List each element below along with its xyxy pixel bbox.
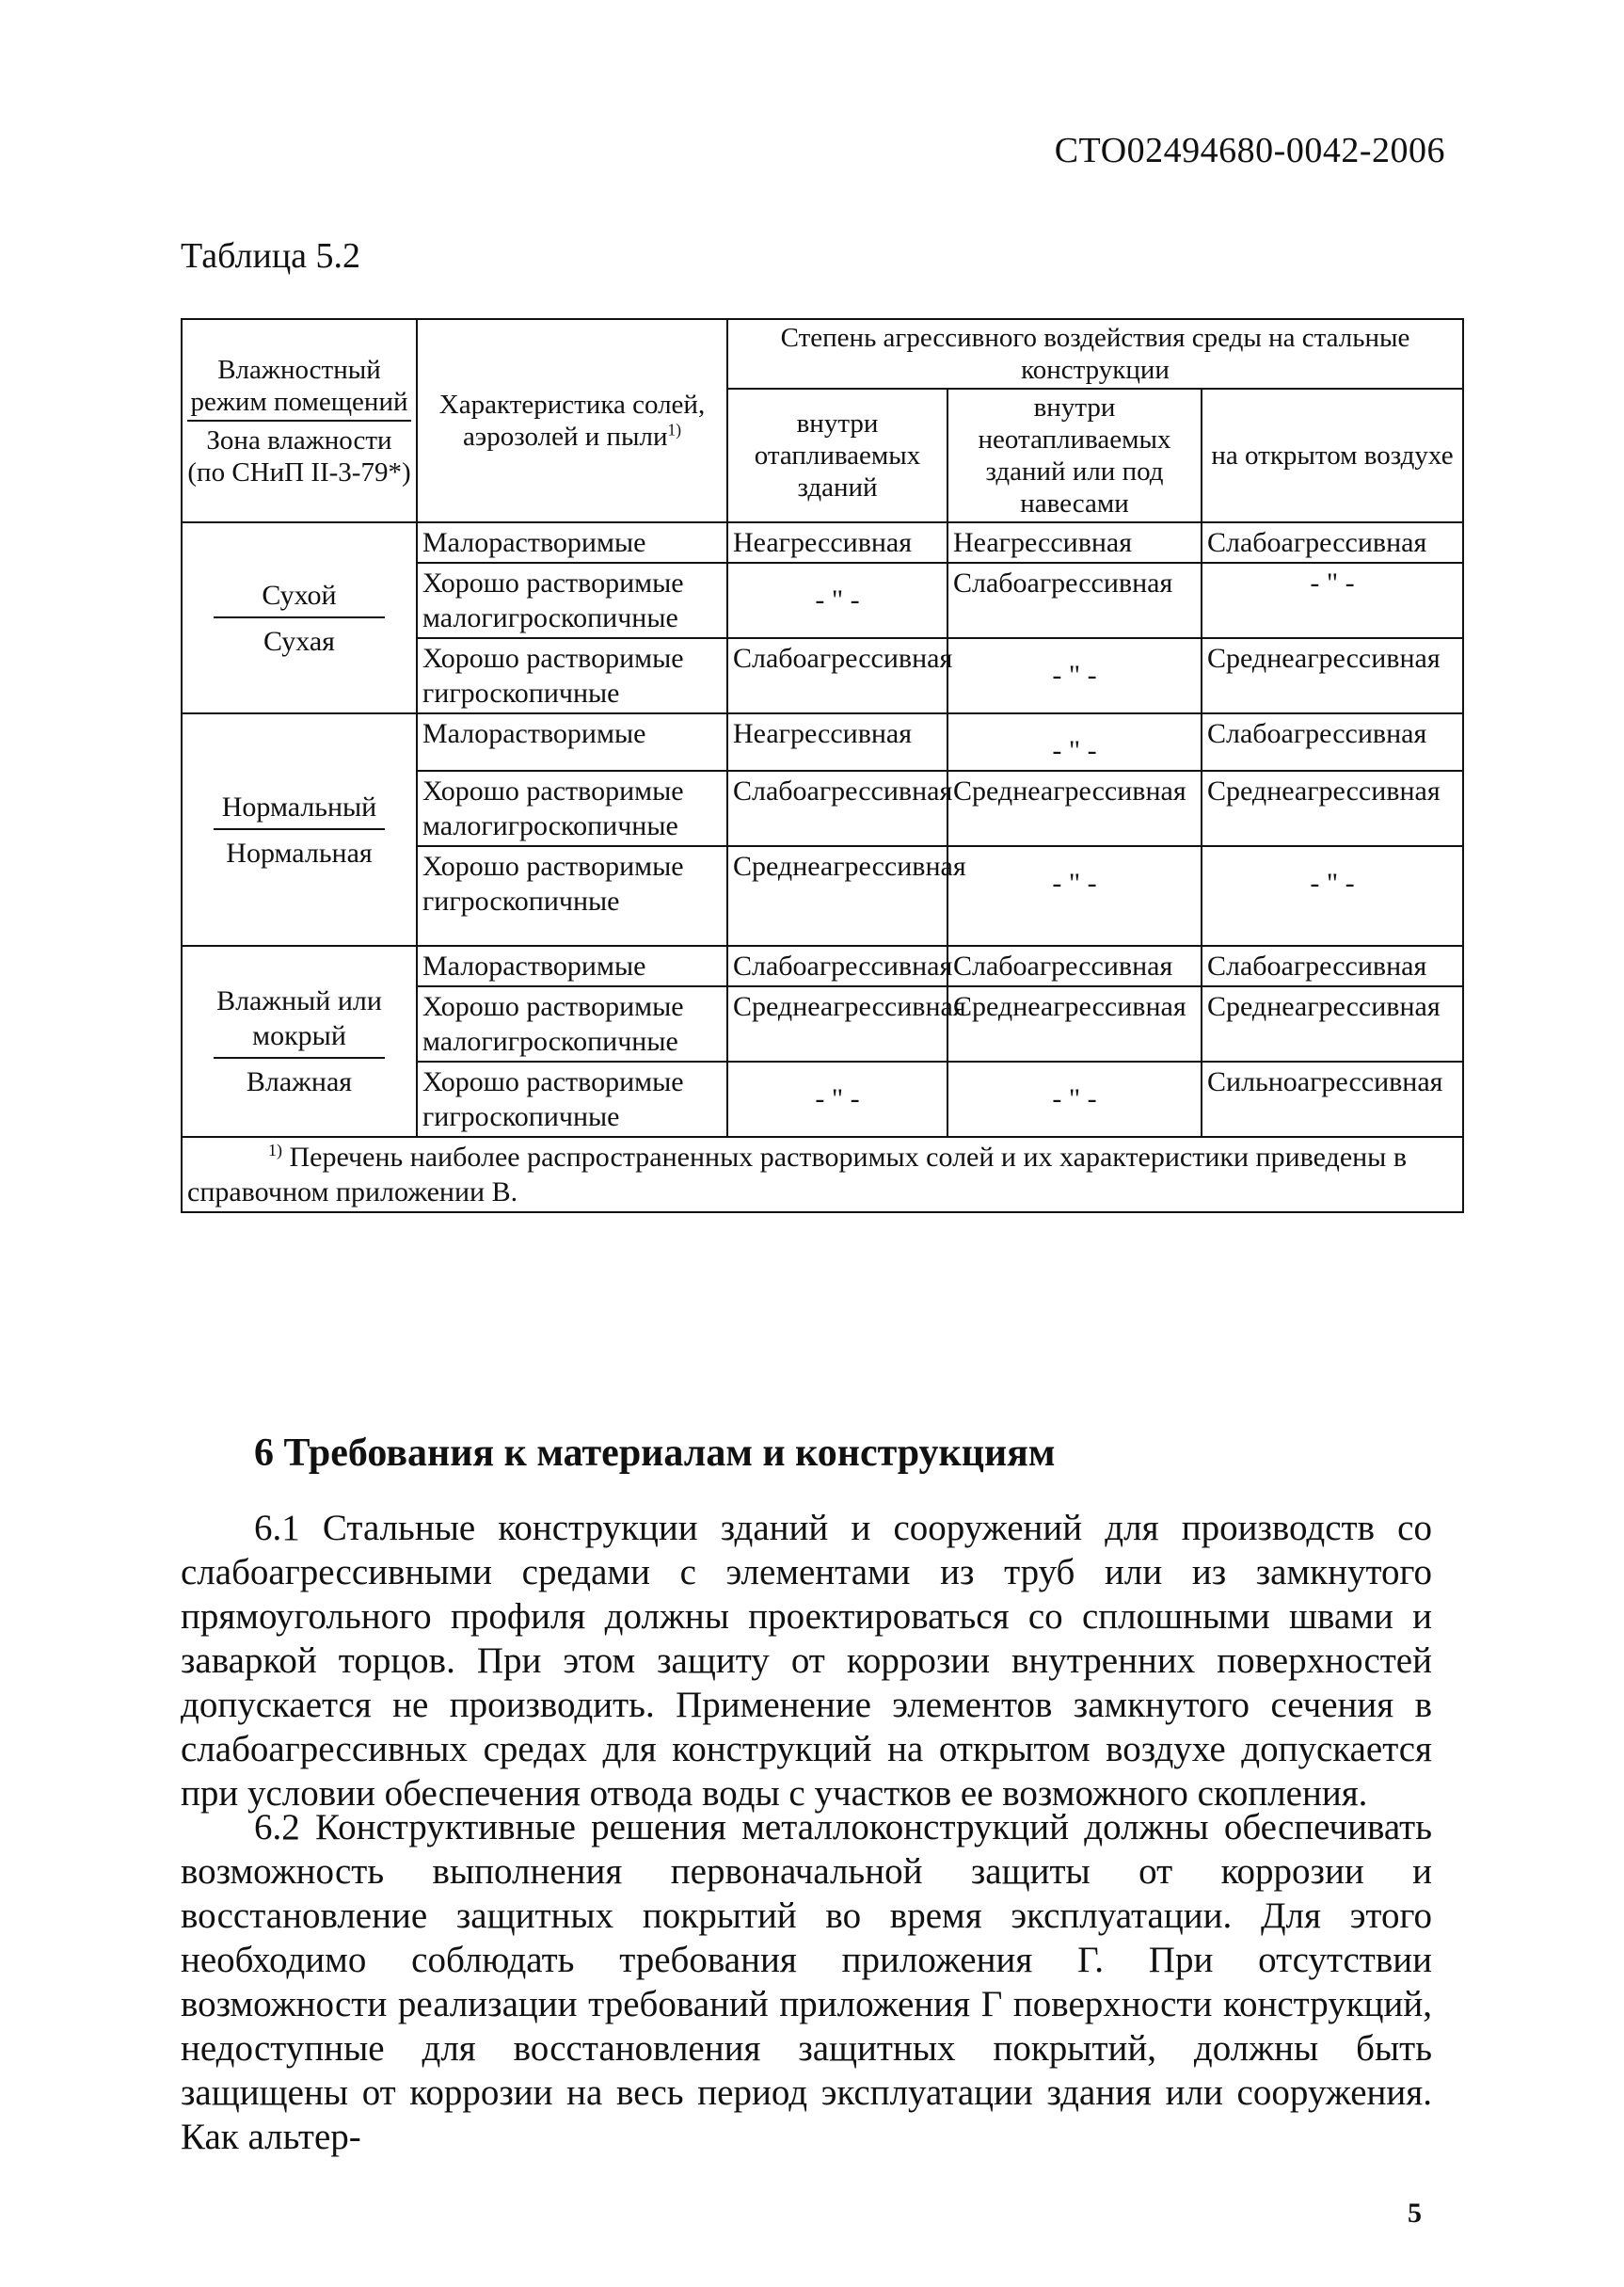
characteristic-cell: Малорастворимые [417,946,727,986]
zone-label: Сухая [263,625,335,657]
header-outdoor: на открытом воздухе [1202,389,1463,522]
unheated-cell: - " - [947,638,1202,713]
header-characteristic [417,319,727,522]
document-code: СТО02494680-0042-2006 [1054,131,1445,170]
unheated-cell: - " - [947,1062,1202,1137]
regime-cell [182,522,417,713]
header-group: Степень агрессивного воздействия среды на стальные конструкции [727,319,1463,389]
header-unheated: внутри неотапливаемых зданий или под навесами [947,389,1202,522]
regime-cell [182,946,417,1137]
table-footnote [182,1137,1463,1212]
table [181,318,1464,1213]
characteristic-cell: Хорошо растворимые малогигроскопичные [417,986,727,1062]
regime-cell [182,713,417,946]
heated-cell: Среднеагрессивная [727,846,947,946]
unheated-cell: Среднеагрессивная [947,986,1202,1062]
zone-label: Нормальная [226,837,373,869]
paragraph-6-2: 6.2 Конструктивные решения металлоконструкций должны обеспечивать возможность выполнения первоначальной защиты от коррозии и восстановление защитных покрытий во время эксплуатации. Для этого необходимо соблюдать требования приложения Г. При отсутствии возможности реализации требований приложения Г поверхности конструкций, недоступные для восстановления защитных покрытий, должны быть защищены от коррозии на весь период эксплуатации здания или сооружения. Как альтер- [181,1807,1432,2157]
table-row [182,522,1463,563]
table-row [182,946,1463,986]
header-characteristic-text: Характеристика солей, аэрозолей и пыли [438,390,706,452]
characteristic-cell: Хорошо растворимые гигроскопичные [417,1062,727,1137]
outdoor-cell: Среднеагрессивная [1202,638,1463,713]
outdoor-cell: - " - [1202,563,1463,638]
regime-label: Нормальный [214,790,385,830]
aggressiveness-table [181,318,1462,1213]
heated-cell: Слабоагрессивная [727,638,947,713]
heated-cell: Неагрессивная [727,522,947,563]
footnote-marker: 1) [667,420,682,440]
characteristic-cell: Хорошо растворимые малогигроскопичные [417,563,727,638]
outdoor-cell: Среднеагрессивная [1202,986,1463,1062]
zone-label: Влажная [246,1066,353,1097]
footnote-marker: 1) [268,1141,282,1159]
unheated-cell: Слабоагрессивная [947,946,1202,986]
footnote-text: Перечень наиболее распространенных растворимых солей и их характеристики приведены в справочном приложении В. [187,1142,1408,1207]
outdoor-cell: Слабоагрессивная [1202,713,1463,771]
heated-cell: Слабоагрессивная [727,771,947,846]
characteristic-cell: Хорошо растворимые гигроскопичные [417,846,727,946]
characteristic-cell: Хорошо растворимые малогигроскопичные [417,771,727,846]
unheated-cell: Слабоагрессивная [947,563,1202,638]
heated-cell: Неагрессивная [727,713,947,771]
outdoor-cell: Слабоагрессивная [1202,522,1463,563]
page-number: 5 [1408,2198,1422,2229]
table-caption: Таблица 5.2 [181,236,361,276]
characteristic-cell: Малорастворимые [417,713,727,771]
section-title: 6 Требования к материалам и конструкциям [254,1431,1056,1475]
header-regime-zone [182,319,417,522]
unheated-cell: Среднеагрессивная [947,771,1202,846]
characteristic-cell: Хорошо растворимые гигроскопичные [417,638,727,713]
heated-cell: - " - [727,1062,947,1137]
table-footnote-row [182,1137,1463,1212]
regime-label: Сухой [214,578,385,618]
header-zone: Зона влажности (по СНиП II-3-79*) [187,424,411,488]
header-regime: Влажностный режим помещений [187,354,411,422]
table-row [182,713,1463,771]
characteristic-cell: Малорастворимые [417,522,727,563]
unheated-cell: - " - [947,846,1202,946]
heated-cell: Среднеагрессивная [727,986,947,1062]
outdoor-cell: Слабоагрессивная [1202,946,1463,986]
outdoor-cell: Среднеагрессивная [1202,771,1463,846]
outdoor-cell: - " - [1202,846,1463,946]
unheated-cell: - " - [947,713,1202,771]
outdoor-cell: Сильноагрессивная [1202,1062,1463,1137]
heated-cell: Слабоагрессивная [727,946,947,986]
paragraph-6-1: 6.1 Стальные конструкции зданий и сооружений для производств со слабоагрессивными средами с элементами из труб или из замкнутого прямоугольного профиля должны проектироваться со сплошными швами и заваркой торцов. При этом защиту от коррозии внутренних поверхностей допускается не производить. Применение элементов замкнутого сечения в слабоагрессивных средах для конструкций на открытом воздухе допускается при условии обеспечения отвода воды с участков ее возможного скопления. [181,1508,1432,1814]
heated-cell: - " - [727,563,947,638]
regime-label: Влажный или мокрый [214,984,385,1059]
header-heated: внутри отапливаемых зданий [727,389,947,522]
unheated-cell: Неагрессивная [947,522,1202,563]
